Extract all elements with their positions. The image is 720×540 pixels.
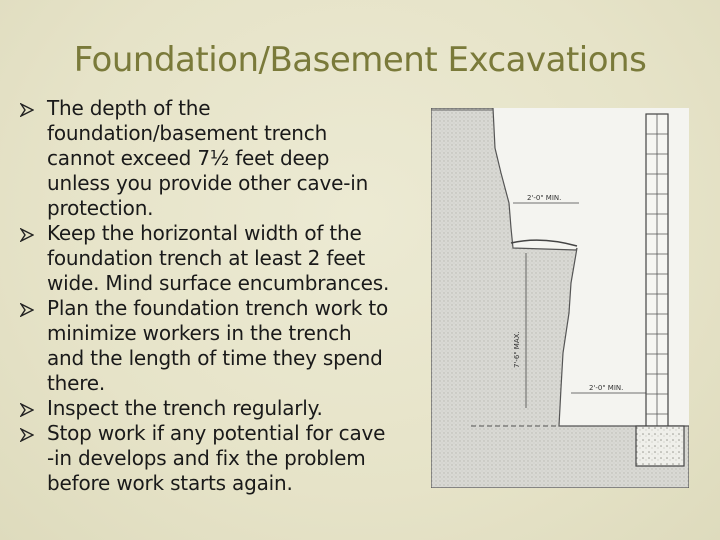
arrow-bullet-icon <box>20 103 34 117</box>
bullet-line: -in develops and fix the problem <box>47 446 366 470</box>
bullet-item <box>20 296 420 396</box>
slide-title: Foundation/Basement Excavations <box>73 40 647 80</box>
footing <box>636 426 684 466</box>
arrow-bullet-icon <box>20 228 34 242</box>
bullet-line: Inspect the trench regularly. <box>47 396 323 420</box>
bullet-line: foundation/basement trench <box>47 121 328 145</box>
bullet-line: protection. <box>47 196 154 220</box>
bullet-list <box>20 96 420 496</box>
bullet-line: there. <box>47 371 106 395</box>
ledge <box>511 240 577 246</box>
top-width-label: 2'-0" MIN. <box>527 194 562 202</box>
arrow-bullet-icon <box>20 428 34 442</box>
bullet-line: Plan the foundation trench work to <box>47 296 389 320</box>
bullet-line: wide. Mind surface encumbrances. <box>47 271 390 295</box>
bullet-line: The depth of the <box>47 96 211 120</box>
bullet-item <box>20 396 420 421</box>
bullet-line: unless you provide other cave-in <box>47 171 369 195</box>
trench-cross-section-diagram <box>431 108 689 488</box>
bullet-item <box>20 221 420 296</box>
depth-label: 7'-6" MAX. <box>513 331 521 368</box>
arrow-bullet-icon <box>20 303 34 317</box>
bottom-width-label: 2'-0" MIN. <box>589 384 624 392</box>
bullet-line: and the length of time they spend <box>47 346 383 370</box>
bullet-line: cannot exceed 7½ feet deep <box>47 146 330 170</box>
bullet-item <box>20 96 420 221</box>
bullet-line: before work starts again. <box>47 471 293 495</box>
arrow-bullet-icon <box>20 403 34 417</box>
bullet-line: minimize workers in the trench <box>47 321 352 345</box>
bullet-item <box>20 421 420 496</box>
bullet-line: Keep the horizontal width of the <box>47 221 362 245</box>
bullet-line: foundation trench at least 2 feet <box>47 246 366 270</box>
bullet-line: Stop work if any potential for cave <box>47 421 386 445</box>
